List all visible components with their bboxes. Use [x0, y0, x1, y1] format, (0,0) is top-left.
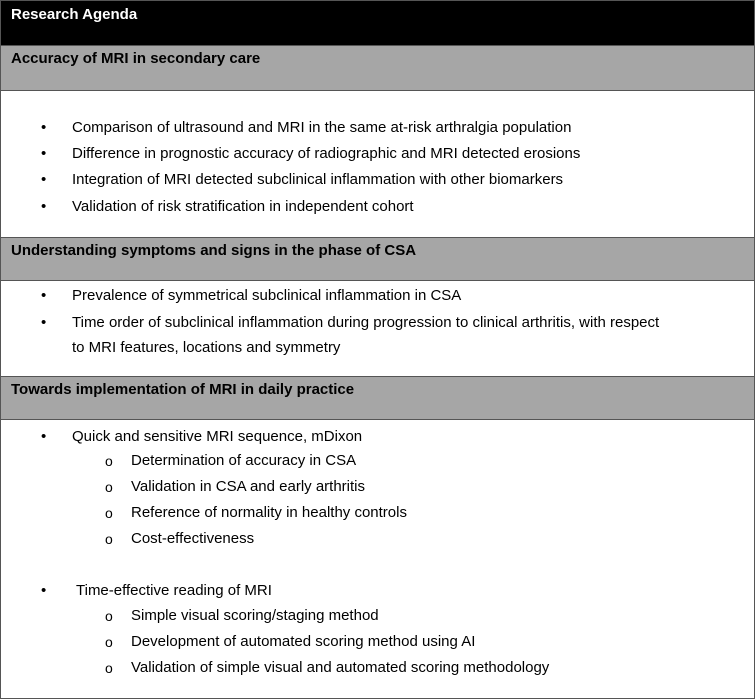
section-heading: Towards implementation of MRI in daily practice [11, 381, 355, 398]
circle-bullet-icon: o [105, 453, 113, 469]
section-header-symptoms [1, 237, 754, 281]
bullet-icon: • [41, 287, 47, 304]
bullet-icon: • [41, 119, 47, 136]
circle-bullet-icon: o [105, 634, 113, 650]
circle-bullet-icon: o [105, 531, 113, 547]
list-item: Validation of risk stratification in independent cohort [72, 198, 414, 215]
table-title-row [1, 1, 754, 45]
list-item: Comparison of ultrasound and MRI in the same at-risk arthralgia population [72, 119, 572, 136]
section-heading: Understanding symptoms and signs in the phase of CSA [11, 242, 417, 259]
list-item: Prevalence of symmetrical subclinical inflammation in CSA [72, 287, 462, 304]
section-heading: Accuracy of MRI in secondary care [11, 50, 261, 67]
bullet-icon: • [41, 198, 47, 215]
table-title: Research Agenda [11, 6, 138, 23]
circle-bullet-icon: o [105, 479, 113, 495]
sub-list-item: Validation in CSA and early arthritis [131, 478, 366, 495]
list-item: Time-effective reading of MRI [76, 582, 272, 599]
sub-list-item: Cost-effectiveness [131, 530, 255, 547]
circle-bullet-icon: o [105, 608, 113, 624]
bullet-icon: • [41, 428, 47, 445]
list-item: Difference in prognostic accuracy of radiographic and MRI detected erosions [72, 145, 581, 162]
list-item: Quick and sensitive MRI sequence, mDixon [72, 428, 363, 445]
bullet-icon: • [41, 314, 47, 331]
sub-list-item: Development of automated scoring method using AI [131, 633, 476, 650]
bullet-icon: • [41, 171, 47, 188]
sub-list-item: Reference of normality in healthy controls [131, 504, 407, 521]
list-item: Integration of MRI detected subclinical inflammation with other biomarkers [72, 171, 564, 188]
sub-list-item: Validation of simple visual and automated scoring methodology [131, 659, 550, 676]
sub-list-item: Determination of accuracy in CSA [131, 452, 357, 469]
sub-list-item: Simple visual scoring/staging method [131, 607, 379, 624]
section-header-accuracy [1, 45, 754, 91]
bullet-icon: • [41, 145, 47, 162]
list-item-continuation: to MRI features, locations and symmetry [72, 339, 341, 356]
list-item: Time order of subclinical inflammation during progression to clinical arthritis, with respect [72, 314, 660, 331]
section-header-implementation [1, 376, 754, 420]
bullet-icon: • [41, 582, 47, 599]
circle-bullet-icon: o [105, 505, 113, 521]
circle-bullet-icon: o [105, 660, 113, 676]
